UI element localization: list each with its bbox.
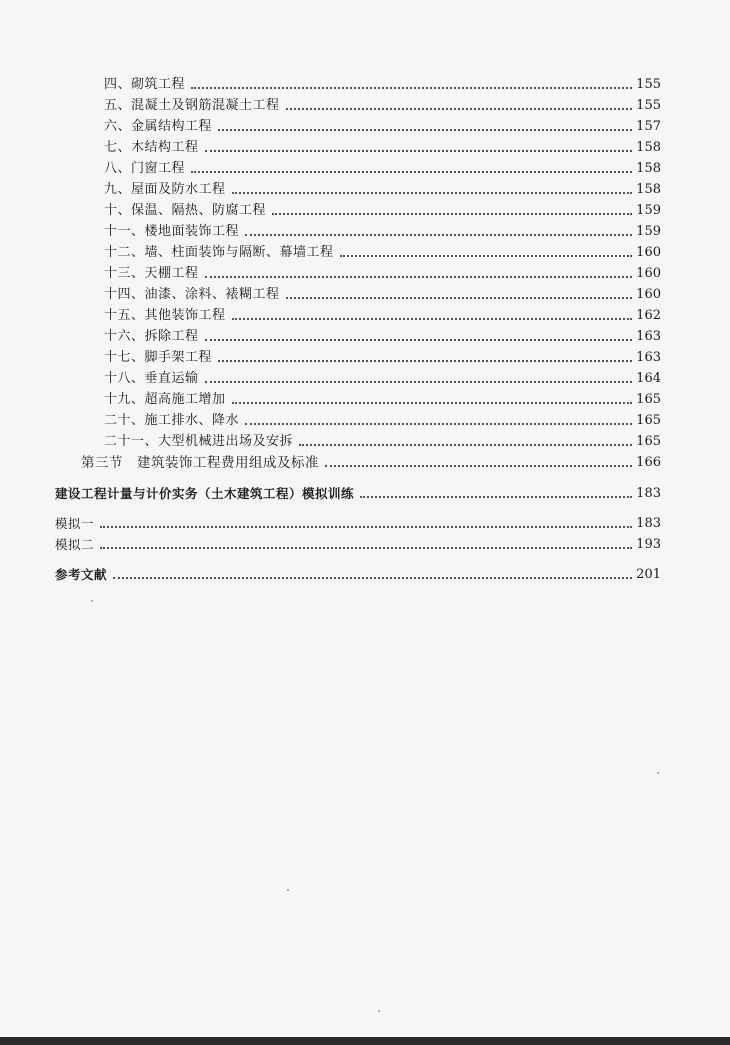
toc-entry-title: 二十一、大型机械进出场及安拆 xyxy=(104,434,294,449)
toc-entry-page: 158 xyxy=(636,140,661,155)
toc-entry-title: 七、木结构工程 xyxy=(104,140,199,155)
toc-entry[interactable] xyxy=(104,369,661,389)
toc-entry-page: 163 xyxy=(636,350,661,365)
toc-references-entry[interactable] xyxy=(55,565,661,585)
dot-leader xyxy=(245,234,632,236)
toc-entry[interactable] xyxy=(104,222,661,242)
dot-leader xyxy=(205,381,633,383)
dot-leader xyxy=(299,444,632,446)
toc-entry[interactable] xyxy=(104,243,661,263)
toc-entry-page: 165 xyxy=(636,413,661,428)
toc-entry-title: 八、门窗工程 xyxy=(104,161,186,176)
toc-mock-page: 193 xyxy=(636,537,661,552)
toc-entry-page: 165 xyxy=(636,434,661,449)
toc-entry-page: 162 xyxy=(636,308,661,323)
dot-leader xyxy=(232,192,633,194)
toc-entry-title: 十九、超高施工增加 xyxy=(104,392,226,407)
toc-entry-page: 164 xyxy=(636,371,661,386)
toc-mock-entry[interactable] xyxy=(55,535,661,555)
scan-speck xyxy=(657,772,659,774)
dot-leader xyxy=(245,423,632,425)
toc-entry-title: 六、金属结构工程 xyxy=(104,119,213,134)
scan-speck xyxy=(378,1010,380,1012)
toc-entry-title: 十六、拆除工程 xyxy=(104,329,199,344)
dot-leader xyxy=(205,150,633,152)
scan-speck xyxy=(287,889,289,891)
toc-section-page: 166 xyxy=(636,455,661,470)
toc-entry-page: 163 xyxy=(636,329,661,344)
scan-speck xyxy=(91,600,93,602)
toc-entry-title: 四、砌筑工程 xyxy=(104,77,186,92)
toc-part-title: 建设工程计量与计价实务（土木建筑工程）模拟训练 xyxy=(55,486,355,501)
toc-section-entry[interactable] xyxy=(81,453,661,473)
toc-part-page: 183 xyxy=(636,486,661,501)
toc-entry[interactable] xyxy=(104,432,661,452)
toc-entry[interactable] xyxy=(104,411,661,431)
dot-leader xyxy=(205,339,633,341)
dot-leader xyxy=(232,318,633,320)
toc-entry-title: 十七、脚手架工程 xyxy=(104,350,213,365)
toc-entry-page: 160 xyxy=(636,287,661,302)
dot-leader xyxy=(272,213,632,215)
dot-leader xyxy=(191,171,632,173)
dot-leader xyxy=(232,402,633,404)
toc-entry-page: 155 xyxy=(636,77,661,92)
toc-entry-page: 158 xyxy=(636,182,661,197)
toc-entry[interactable] xyxy=(104,327,661,347)
toc-entry-page: 159 xyxy=(636,203,661,218)
toc-mock-entry[interactable] xyxy=(55,514,661,534)
toc-entry-page: 160 xyxy=(636,266,661,281)
toc-entry-title: 十三、天棚工程 xyxy=(104,266,199,281)
toc-entry-title: 十八、垂直运输 xyxy=(104,371,199,386)
toc-entry[interactable] xyxy=(104,138,661,158)
toc-entry-page: 165 xyxy=(636,392,661,407)
toc-entry-page: 160 xyxy=(636,245,661,260)
toc-entry[interactable] xyxy=(104,180,661,200)
toc-entry-title: 十五、其他装饰工程 xyxy=(104,308,226,323)
toc-entry[interactable] xyxy=(104,201,661,221)
toc-entry-page: 159 xyxy=(636,224,661,239)
toc-mock-title: 模拟一 xyxy=(55,516,95,531)
toc-entry[interactable] xyxy=(104,348,661,368)
toc-references-page: 201 xyxy=(636,567,661,582)
toc-entry-title: 十四、油漆、涂料、裱糊工程 xyxy=(104,287,280,302)
toc-entry[interactable] xyxy=(104,75,661,95)
toc-entry-page: 155 xyxy=(636,98,661,113)
toc-entry-title: 二十、施工排水、降水 xyxy=(104,413,240,428)
dot-leader xyxy=(340,255,633,257)
toc-entry-title: 五、混凝土及钢筋混凝土工程 xyxy=(104,98,280,113)
dot-leader xyxy=(286,108,633,110)
toc-entry[interactable] xyxy=(104,264,661,284)
dot-leader xyxy=(286,297,633,299)
toc-mock-title: 模拟二 xyxy=(55,537,95,552)
dot-leader xyxy=(360,496,632,498)
toc-entry[interactable] xyxy=(104,159,661,179)
dot-leader xyxy=(100,526,632,528)
dot-leader xyxy=(191,87,632,89)
dot-leader xyxy=(325,465,632,467)
toc-entry[interactable] xyxy=(104,117,661,137)
dot-leader xyxy=(113,577,632,579)
toc-part-entry[interactable] xyxy=(55,484,661,504)
toc-entry[interactable] xyxy=(104,96,661,116)
dot-leader xyxy=(218,360,632,362)
toc-mock-page: 183 xyxy=(636,516,661,531)
toc-references-title: 参考文献 xyxy=(55,567,108,582)
toc-entry-title: 十一、楼地面装饰工程 xyxy=(104,224,240,239)
toc-entry[interactable] xyxy=(104,306,661,326)
toc-entry-page: 157 xyxy=(636,119,661,134)
toc-entry[interactable] xyxy=(104,390,661,410)
toc-entry-title: 十、保温、隔热、防腐工程 xyxy=(104,203,267,218)
toc-entry[interactable] xyxy=(104,285,661,305)
dot-leader xyxy=(100,547,632,549)
toc-entry-title: 九、屋面及防水工程 xyxy=(104,182,226,197)
toc-entry-page: 158 xyxy=(636,161,661,176)
dot-leader xyxy=(218,129,632,131)
scan-bottom-edge xyxy=(0,1037,730,1045)
toc-section-title: 第三节 建筑装饰工程费用组成及标准 xyxy=(81,455,319,471)
dot-leader xyxy=(205,276,633,278)
toc-entry-title: 十二、墙、柱面装饰与隔断、幕墙工程 xyxy=(104,245,334,260)
